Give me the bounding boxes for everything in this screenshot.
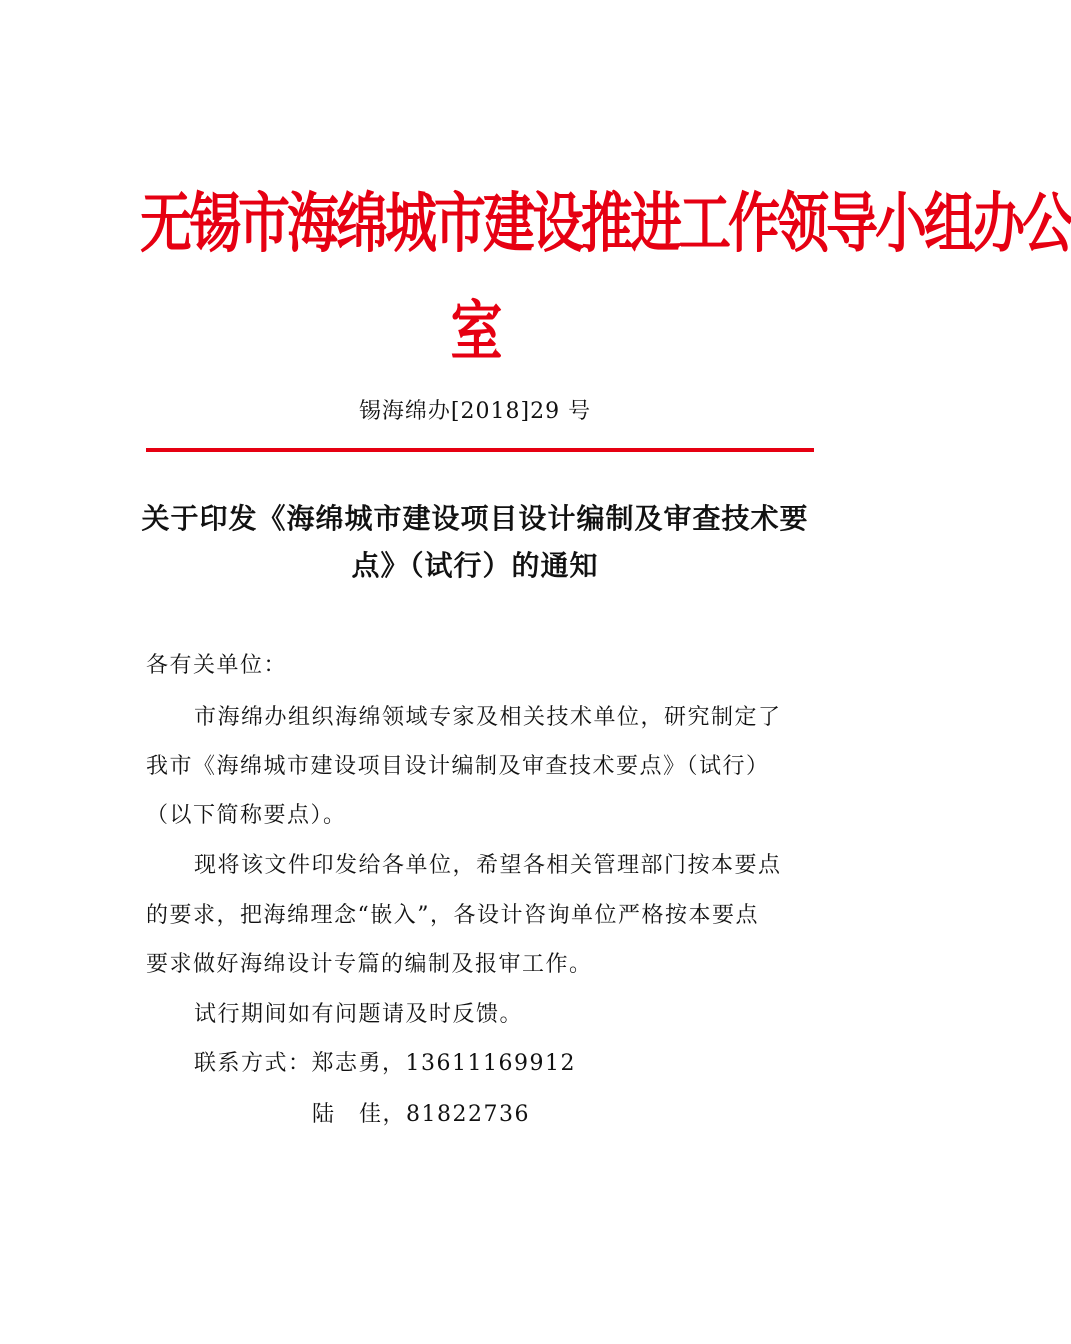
issuing-office-title-continued: 室 bbox=[450, 294, 500, 370]
notice-title: 关于印发《海绵城市建设项目设计编制及审查技术要 bbox=[141, 502, 809, 535]
salutation: 各有关单位： bbox=[146, 653, 288, 678]
notice-title-continued: 点》（试行）的通知 bbox=[351, 549, 599, 582]
paragraph-2-line-2: 的要求，把海绵理念“嵌入”，各设计咨询单位严格按本要点 bbox=[146, 903, 759, 928]
paragraph-1-line-1: 市海绵办组织海绵领域专家及相关技术单位，研究制定了 bbox=[194, 705, 782, 730]
paragraph-3: 试行期间如有问题请及时反馈。 bbox=[194, 1002, 524, 1027]
issuing-office-title: 无锡市海绵城市建设推进工作领导小组办公 bbox=[140, 186, 1071, 262]
document-number: 锡海绵办[2018]29 号 bbox=[358, 399, 592, 424]
paragraph-1-line-3: （以下简称要点）。 bbox=[146, 803, 347, 828]
paragraph-1-line-2: 我市《海绵城市建设项目设计编制及审查技术要点》（试行） bbox=[146, 754, 770, 779]
paragraph-2-line-3: 要求做好海绵设计专篇的编制及报审工作。 bbox=[146, 952, 593, 977]
contact-line-1: 联系方式：郑志勇，13611169912 bbox=[194, 1051, 576, 1076]
red-divider-line bbox=[146, 448, 814, 452]
contact-line-2: 陆 佳，81822736 bbox=[312, 1102, 530, 1127]
paragraph-2-line-1: 现将该文件印发给各单位，希望各相关管理部门按本要点 bbox=[194, 853, 782, 878]
